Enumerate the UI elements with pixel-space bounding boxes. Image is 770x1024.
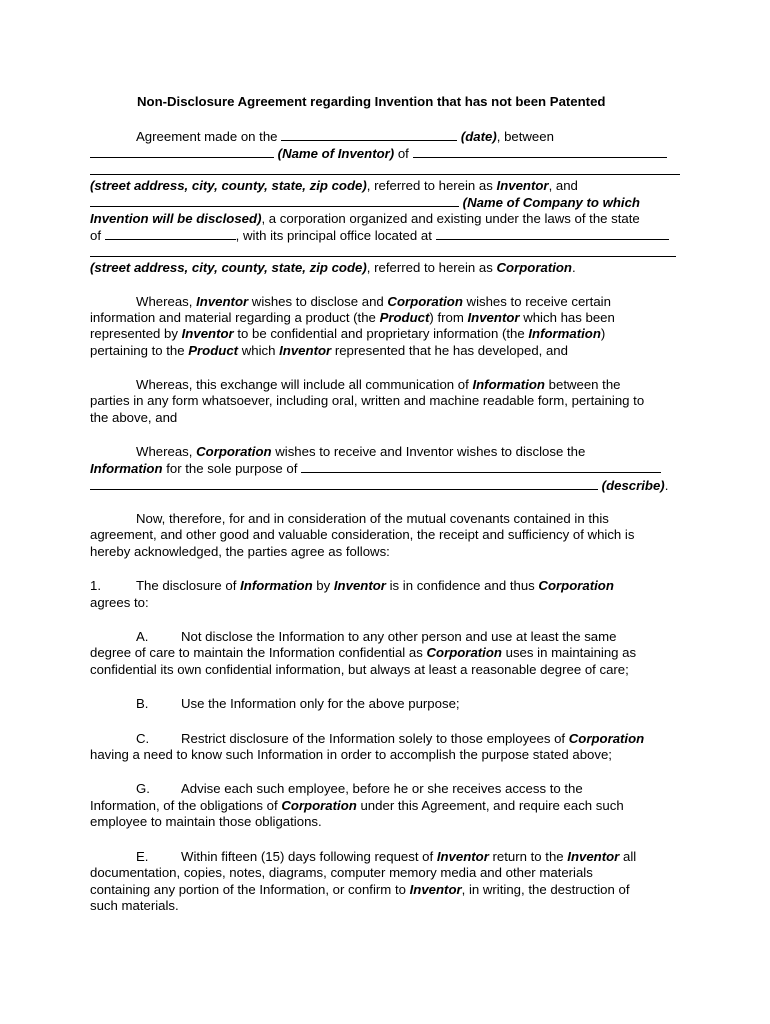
text: Restrict disclosure of the Information solely to those employees of [181,731,569,746]
corporation-term: Corporation [196,444,272,459]
item-e-line-3 [90,882,630,898]
item-g-line-1: Advise each such employee, before he or she receives access to the [181,781,583,796]
item-e-line-1 [181,849,636,865]
information-term: Information [90,461,163,476]
and-text: , and [548,178,578,193]
text: Whereas, [136,444,197,459]
item-g-letter: G. [136,781,150,796]
period: . [664,478,669,493]
referred-text-1: , referred to herein as [366,178,497,193]
item-e-line-4: such materials. [90,898,179,913]
item-b-line-1: Use the Information only for the above purpose; [181,696,460,711]
text: ) [600,326,606,341]
text: wishes to receive certain [462,294,611,309]
item-e-line-2: documentation, copies, notes, diagrams, computer memory media and other materials [90,865,593,880]
now-line-2: agreement, and other good and valuable consideration, the receipt and sufficiency of which is [90,527,635,542]
of-text: of [397,146,409,161]
whereas1-line-1 [136,294,611,310]
item-g-line-2 [90,798,624,814]
intro-line-7 [90,227,669,244]
text: uses in maintaining as [501,645,637,660]
describe-label: (describe) [601,478,665,493]
intro-line-9 [90,260,576,276]
information-term: Information [472,377,545,392]
text: represented that he has developed, and [331,343,568,358]
date-label: (date) [460,129,497,144]
inventor-term: Inventor [567,849,620,864]
office-address-blank-2[interactable] [90,256,676,257]
inventor-term: Inventor [279,343,332,358]
inventor-name-label: (Name of Inventor) [277,146,395,161]
whereas1-line-3 [90,326,605,342]
information-term: Information [240,578,313,593]
whereas3-line-2 [90,460,661,477]
text: pertaining to the [90,343,189,358]
intro-line-4 [90,178,578,194]
item-g-line-3: employee to maintain those obligations. [90,814,322,829]
corporation-text: , a corporation organized and existing under the laws of the state [261,211,640,226]
item-a-line-2 [90,645,636,661]
state-blank[interactable] [105,227,236,240]
company-name-blank[interactable] [90,194,459,207]
text: is in confidence and thus [385,578,539,593]
text: ) from [429,310,468,325]
referred-text-2: , referred to herein as [366,260,497,275]
intro-line-1 [136,128,554,145]
item-c-line-1 [181,731,644,747]
between-text: , between [496,129,554,144]
whereas3-line-3 [90,477,668,494]
information-term: Information [528,326,601,341]
item-a-line-3: confidential its own confidential information, but always at least a reasonable degree of care; [90,662,629,677]
text: all [619,849,637,864]
date-blank[interactable] [281,128,457,141]
item-b-letter: B. [136,696,149,711]
text: information and material regarding a product (the [90,310,380,325]
text: degree of care to maintain the Information confidential as [90,645,427,660]
whereas3-line-1 [136,444,585,460]
corporation-term: Corporation [538,578,614,593]
text: by [312,578,334,593]
section1-line-2: agrees to: [90,595,149,610]
text: which has been [519,310,615,325]
product-term: Product [188,343,239,358]
now-line-3: hereby acknowledged, the parties agree as follows: [90,544,390,559]
purpose-blank-1[interactable] [301,460,661,473]
text: Information, of the obligations of [90,798,282,813]
of-text-2: of [90,228,101,243]
whereas1-line-4 [90,343,568,359]
text: which [238,343,280,358]
inventor-term: Inventor [409,882,462,897]
item-c-letter: C. [136,731,150,746]
item-a-line-1: Not disclose the Information to any other person and use at least the same [181,629,617,644]
period: . [572,260,576,275]
company-name-label-b: Invention will be disclosed) [90,211,262,226]
section1-number: 1. [90,578,101,593]
intro-line-5 [90,194,640,211]
whereas2-line-3: the above, and [90,410,178,425]
document-title: Non-Disclosure Agreement regarding Invention that has not been Patented [137,94,606,109]
item-a-letter: A. [136,629,149,644]
text: Whereas, this exchange will include all communication of [136,377,473,392]
inventor-term: Inventor [181,326,234,341]
text: , in writing, the destruction of [461,882,630,897]
text: for the sole purpose of [162,461,298,476]
text: wishes to receive and Inventor wishes to disclose the [271,444,586,459]
inventor-name-blank[interactable] [90,145,274,158]
street-address-label-2: (street address, city, county, state, zip code) [90,260,367,275]
inventor-term: Inventor [467,310,520,325]
corporation-term: Corporation [281,798,357,813]
inventor-address-blank-1[interactable] [413,145,667,158]
intro-made-on: Agreement made on the [136,129,278,144]
section1-line-1 [136,578,614,594]
text: between the [544,377,621,392]
item-c-line-2: having a need to know such Information in order to accomplish the purpose stated above; [90,747,612,762]
text: The disclosure of [136,578,241,593]
purpose-blank-2[interactable] [90,477,598,490]
corporation-term: Corporation [387,294,463,309]
intro-line-6 [90,211,640,227]
product-term: Product [379,310,430,325]
item-e-letter: E. [136,849,149,864]
text: containing any portion of the Information, or confirm to [90,882,410,897]
text: Within fifteen (15) days following request of [181,849,437,864]
inventor-address-blank-2[interactable] [90,174,680,175]
corporation-term: Corporation [496,260,572,275]
text: represented by [90,326,182,341]
principal-office-text: , with its principal office located at [235,228,432,243]
corporation-term: Corporation [568,731,645,746]
inventor-term: Inventor [496,178,549,193]
whereas2-line-2: parties in any form whatsoever, including oral, written and machine readable form, pertaining to [90,393,645,408]
text: to be confidential and proprietary information (the [233,326,529,341]
whereas-text: Whereas, [136,294,197,309]
now-line-1: Now, therefore, for and in consideration of the mutual covenants contained in this [136,511,609,526]
company-name-label-a: (Name of Company to which [462,195,640,210]
text: under this Agreement, and require each such [356,798,624,813]
text: return to the [488,849,568,864]
intro-line-2 [90,145,667,162]
street-address-label-1: (street address, city, county, state, zip code) [90,178,367,193]
corporation-term: Corporation [426,645,502,660]
inventor-term: Inventor [436,849,489,864]
inventor-term: Inventor [333,578,386,593]
whereas1-line-2 [90,310,615,326]
text: wishes to disclose and [248,294,388,309]
inventor-term: Inventor [196,294,249,309]
office-address-blank-1[interactable] [436,227,669,240]
whereas2-line-1 [136,377,621,393]
